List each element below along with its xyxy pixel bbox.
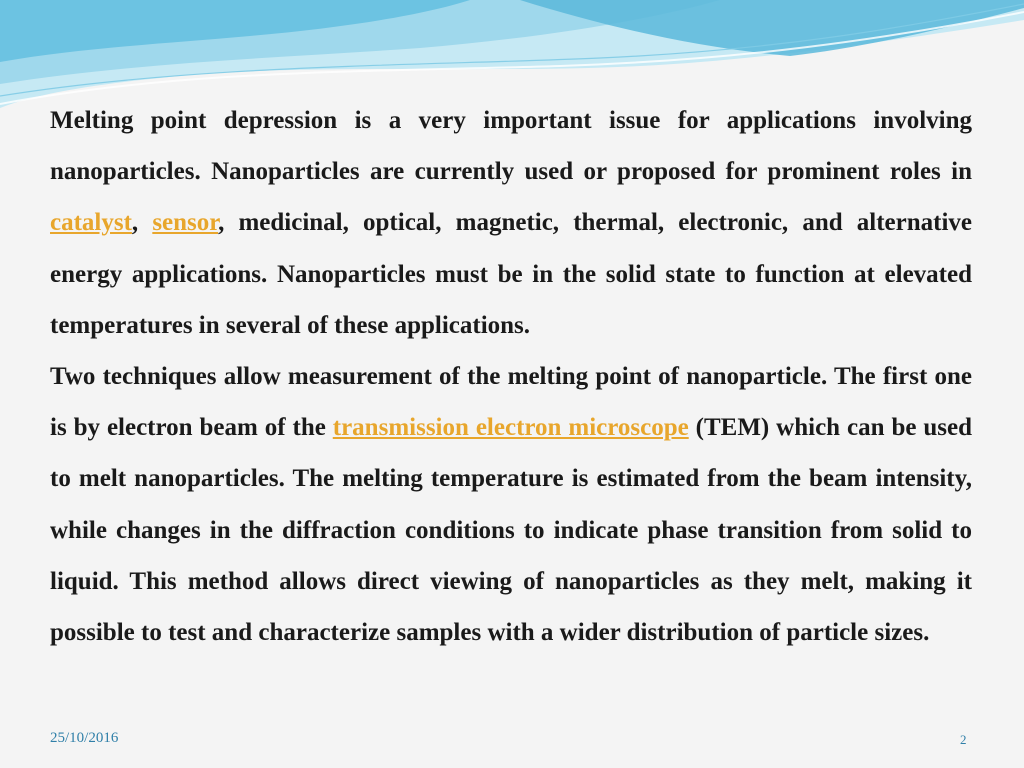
catalyst-link[interactable]: catalyst [50, 209, 132, 237]
sensor-link[interactable]: sensor [152, 209, 219, 237]
paragraph-1-text-b: , medicinal, optical, magnetic, thermal, electronic, and alternative energy applications. Nanoparticles must be in the solid state to function at elevated temperatures in several of these applications. [50, 209, 972, 339]
paragraph-2-text-a: Two techniques allow measurement of the melting point of nanoparticle. The first one is by electron beam of the [50, 363, 972, 442]
tem-link[interactable]: transmission electron microscope [332, 414, 689, 442]
paragraph-1-text-a: Melting point depression is a very important issue for applications involving nanoparticles. Nanoparticles are currently used or proposed for prominent roles in [50, 107, 972, 186]
paragraph-2 [50, 351, 972, 658]
paragraph-1-separator: , [131, 209, 153, 237]
paragraph-2-text-b: (TEM) which can be used to melt nanoparticles. The melting temperature is estimated from the beam intensity, while changes in the diffraction conditions to indicate phase transition from solid to liquid. This method allows direct viewing of nanoparticles as they melt, making it possible to test and characterize samples with a wider distribution of particle sizes. [50, 414, 973, 647]
paragraph-1 [50, 95, 972, 351]
slide-body [50, 95, 972, 658]
footer-date: 25/10/2016 [50, 730, 119, 746]
page-number: 2 [960, 732, 967, 747]
